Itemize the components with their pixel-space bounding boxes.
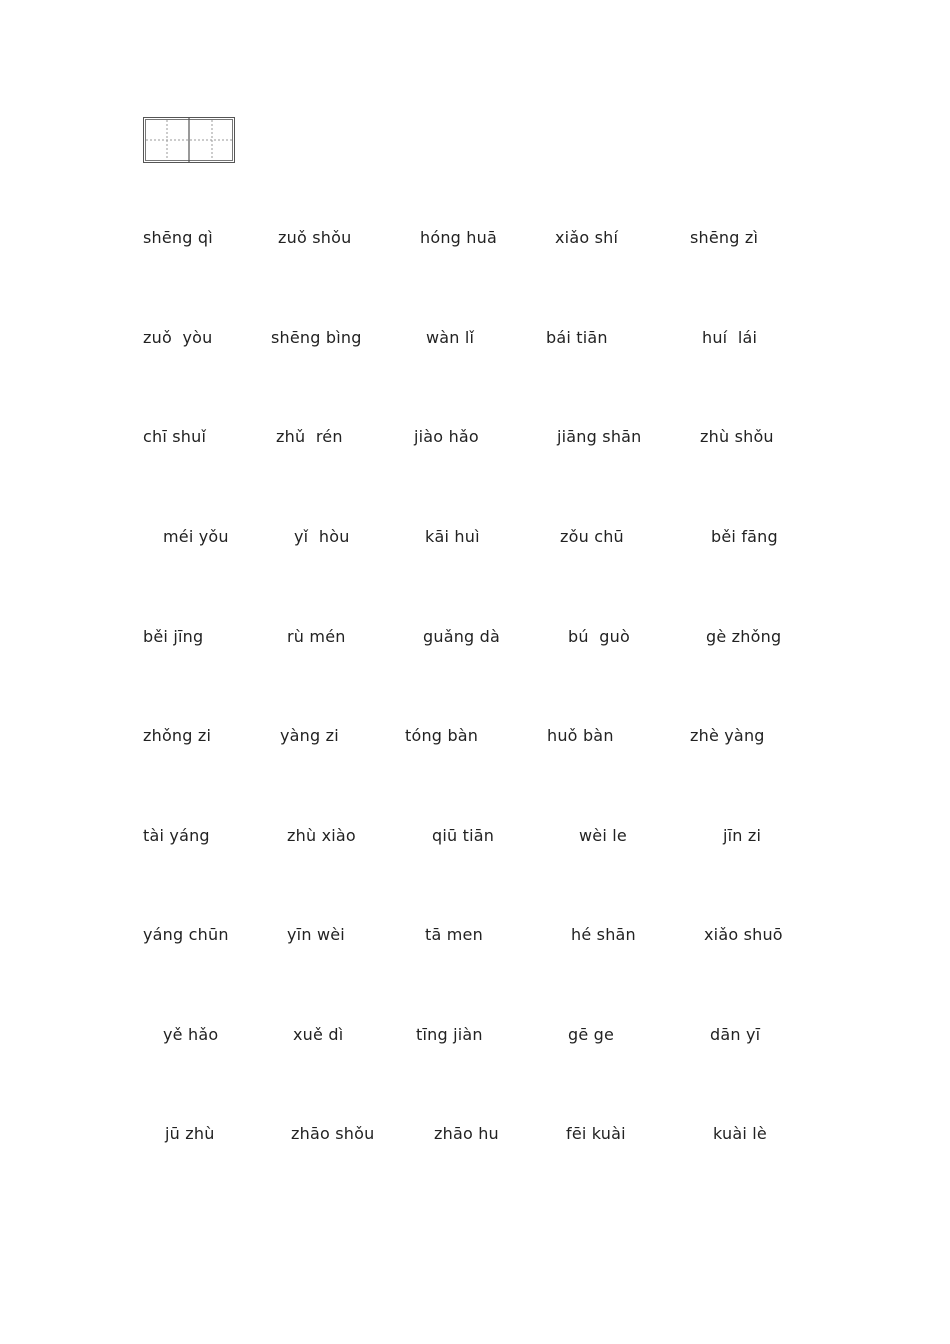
pinyin-word: shēng qì	[143, 228, 213, 247]
pinyin-row-10	[0, 1124, 950, 1148]
pinyin-word: shēng zì	[690, 228, 759, 247]
pinyin-row-1	[0, 228, 950, 252]
pinyin-word: shēng bìng	[271, 328, 362, 347]
pinyin-word: jiāng shān	[557, 427, 642, 446]
pinyin-word: jīn zi	[723, 826, 762, 845]
pinyin-word: yǐ hòu	[294, 527, 350, 546]
pinyin-row-5	[0, 627, 950, 651]
pinyin-word: zuǒ shǒu	[278, 228, 352, 247]
pinyin-word: bái tiān	[546, 328, 608, 347]
pinyin-word: xiǎo shí	[555, 228, 619, 247]
pinyin-word: tā men	[425, 925, 483, 944]
pinyin-word: gè zhǒng	[706, 627, 782, 646]
pinyin-word: yàng zi	[280, 726, 339, 745]
pinyin-word: yīn wèi	[287, 925, 345, 944]
pinyin-word: yáng chūn	[143, 925, 229, 944]
pinyin-word: zhāo shǒu	[291, 1124, 375, 1143]
pinyin-word: huí lái	[702, 328, 758, 347]
pinyin-word: zǒu chū	[560, 527, 624, 546]
pinyin-word: jū zhù	[165, 1124, 215, 1143]
pinyin-word: zhù shǒu	[700, 427, 774, 446]
pinyin-word: guǎng dà	[423, 627, 501, 646]
pinyin-row-2	[0, 328, 950, 352]
pinyin-word: wèi le	[579, 826, 627, 845]
pinyin-word: kāi huì	[425, 527, 480, 546]
tian-zi-ge-grid-svg	[143, 117, 235, 163]
pinyin-word: kuài lè	[713, 1124, 767, 1143]
pinyin-word: dān yī	[710, 1025, 761, 1044]
pinyin-word: gē ge	[568, 1025, 615, 1044]
pinyin-word: zhāo hu	[434, 1124, 499, 1143]
pinyin-word: méi yǒu	[163, 527, 229, 546]
pinyin-word: zhè yàng	[690, 726, 765, 745]
pinyin-word: xuě dì	[293, 1025, 344, 1044]
pinyin-row-8	[0, 925, 950, 949]
pinyin-word: běi jīng	[143, 627, 204, 646]
pinyin-word: qiū tiān	[432, 826, 495, 845]
pinyin-word: hé shān	[571, 925, 636, 944]
pinyin-row-9	[0, 1025, 950, 1049]
pinyin-row-3	[0, 427, 950, 451]
pinyin-word: rù mén	[287, 627, 346, 646]
pinyin-word: fēi kuài	[566, 1124, 626, 1143]
pinyin-word: běi fāng	[711, 527, 778, 546]
pinyin-word: huǒ bàn	[547, 726, 614, 745]
pinyin-word: tīng jiàn	[416, 1025, 483, 1044]
pinyin-row-4	[0, 527, 950, 551]
pinyin-word: jiào hǎo	[414, 427, 479, 446]
pinyin-row-7	[0, 826, 950, 850]
pinyin-word: chī shuǐ	[143, 427, 207, 446]
pinyin-word: zhù xiào	[287, 826, 356, 845]
pinyin-word: zhǒng zi	[143, 726, 212, 745]
pinyin-word: hóng huā	[420, 228, 497, 247]
pinyin-word: xiǎo shuō	[704, 925, 783, 944]
pinyin-row-6	[0, 726, 950, 750]
pinyin-word: yě hǎo	[163, 1025, 219, 1044]
pinyin-word: zuǒ yòu	[143, 328, 213, 347]
pinyin-word: tóng bàn	[405, 726, 479, 745]
pinyin-word: bú guò	[568, 627, 630, 646]
pinyin-word: wàn lǐ	[426, 328, 475, 347]
pinyin-word: tài yáng	[143, 826, 210, 845]
pinyin-word: zhǔ rén	[276, 427, 343, 446]
tian-zi-ge-grid-icon	[143, 117, 235, 163]
